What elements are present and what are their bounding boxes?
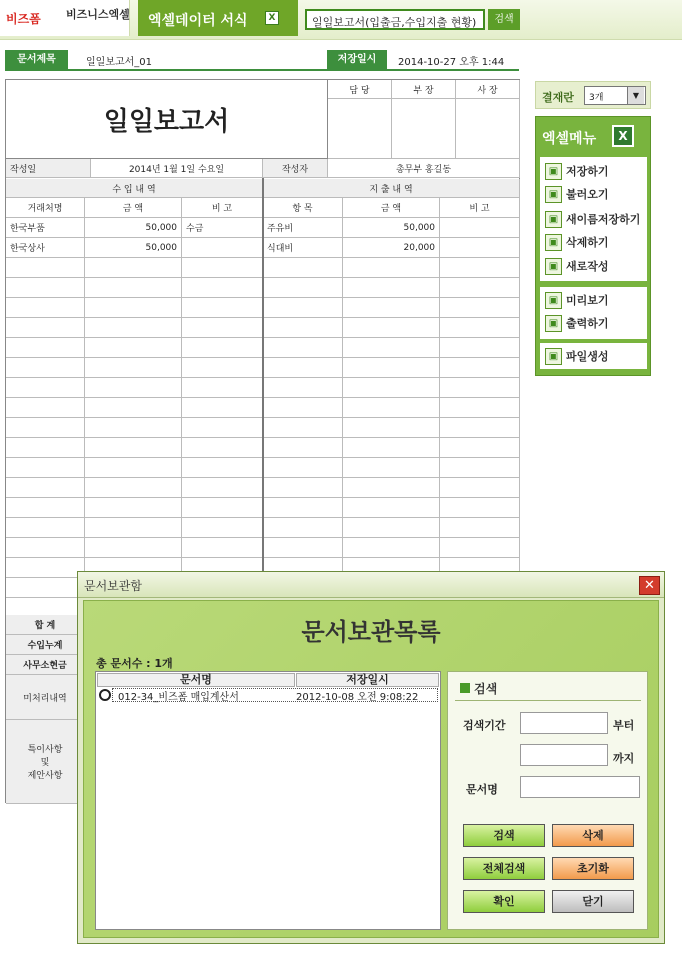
income-cell[interactable] — [85, 258, 182, 278]
income-cell[interactable] — [6, 518, 85, 538]
search-divider — [455, 700, 641, 701]
income-cell[interactable] — [85, 438, 182, 458]
excel-logo-icon: X — [612, 125, 634, 147]
menu-item-label: 미리보기 — [566, 294, 609, 307]
document-select[interactable]: 일일보고서(입출금,수입지출 현황) — [305, 9, 485, 30]
bizform-logo[interactable]: 비즈폼 — [6, 12, 41, 26]
expense-cell[interactable] — [343, 458, 440, 478]
income-cell[interactable] — [6, 278, 85, 298]
expense-cell[interactable] — [440, 258, 520, 278]
chevron-down-icon[interactable]: ▼ — [627, 87, 644, 104]
income-col-header: 금 액 — [85, 198, 182, 218]
menu-item-icon: ▣ — [545, 163, 562, 180]
expense-cell[interactable] — [440, 438, 520, 458]
income-cell[interactable] — [182, 358, 263, 378]
expense-cell[interactable] — [263, 398, 343, 418]
expense-cell[interactable] — [263, 338, 343, 358]
expense-cell[interactable]: 식대비 — [263, 238, 343, 258]
approval-signature-box[interactable] — [328, 99, 392, 159]
menu-item[interactable] — [545, 161, 645, 181]
top-search-button[interactable]: 검색 — [488, 9, 520, 30]
income-cell[interactable]: 한국부품 — [6, 218, 85, 238]
income-cell[interactable] — [182, 438, 263, 458]
search-button[interactable]: 검색 — [463, 824, 545, 847]
approval-signature-box[interactable] — [392, 99, 456, 159]
doc-title-value: 일일보고서_01 — [86, 57, 153, 68]
writer-label: 작성자 — [263, 159, 328, 178]
doc-title-label: 문서제목 — [5, 50, 68, 69]
approval-select[interactable]: 3개 — [584, 86, 646, 105]
expense-cell[interactable] — [440, 478, 520, 498]
approval-label: 결재란 — [542, 91, 574, 104]
income-cell[interactable]: 수금 — [182, 218, 263, 238]
expense-cell[interactable] — [263, 478, 343, 498]
archive-heading: 문서보관목록 — [301, 618, 441, 646]
income-cell[interactable] — [6, 478, 85, 498]
income-cell[interactable] — [85, 518, 182, 538]
expense-cell[interactable] — [343, 498, 440, 518]
expense-cell[interactable] — [263, 358, 343, 378]
income-col-header: 비 고 — [182, 198, 263, 218]
expense-cell[interactable] — [263, 518, 343, 538]
footer-label: 미처리내역 — [6, 675, 85, 720]
expense-cell[interactable] — [440, 218, 520, 238]
income-cell[interactable] — [6, 438, 85, 458]
ok-button[interactable]: 확인 — [463, 890, 545, 913]
expense-cell[interactable] — [343, 418, 440, 438]
income-cell[interactable] — [182, 378, 263, 398]
income-cell[interactable] — [182, 498, 263, 518]
income-cell[interactable] — [85, 278, 182, 298]
income-cell[interactable] — [85, 298, 182, 318]
writer-value[interactable]: 총무부 홍길동 — [328, 159, 520, 178]
dialog-title: 문서보관함 — [84, 579, 142, 593]
menu-item-icon: ▣ — [545, 258, 562, 275]
save-date-label: 저장일시 — [327, 50, 387, 69]
column-divider — [262, 178, 264, 618]
row-radio[interactable] — [99, 689, 111, 701]
period-start-input[interactable] — [520, 712, 608, 734]
docname-label: 문서명 — [466, 783, 498, 796]
search-bullet-icon — [460, 683, 470, 693]
income-cell[interactable] — [85, 358, 182, 378]
expense-cell[interactable] — [343, 438, 440, 458]
expense-cell[interactable] — [263, 498, 343, 518]
close-button[interactable]: 닫기 — [552, 890, 634, 913]
income-cell[interactable] — [6, 458, 85, 478]
income-cell[interactable] — [6, 298, 85, 318]
expense-cell[interactable] — [263, 378, 343, 398]
period-end-input[interactable] — [520, 744, 608, 766]
menu-item[interactable] — [545, 313, 645, 333]
reset-button[interactable]: 초기화 — [552, 857, 634, 880]
expense-cell[interactable]: 50,000 — [343, 218, 440, 238]
close-icon[interactable]: ✕ — [639, 576, 660, 595]
income-cell[interactable] — [6, 538, 85, 558]
menu-item-icon: ▣ — [545, 348, 562, 365]
expense-cell[interactable] — [343, 398, 440, 418]
expense-cell[interactable] — [343, 518, 440, 538]
expense-col-header: 항 목 — [263, 198, 343, 218]
expense-cell[interactable] — [440, 498, 520, 518]
income-cell[interactable] — [6, 318, 85, 338]
income-cell[interactable] — [6, 338, 85, 358]
income-cell[interactable] — [182, 318, 263, 338]
expense-cell[interactable] — [440, 518, 520, 538]
app-title: 엑셀데이터 서식 — [138, 0, 298, 36]
income-cell[interactable] — [85, 498, 182, 518]
menu-item[interactable] — [545, 232, 645, 252]
expense-cell[interactable] — [263, 258, 343, 278]
income-cell[interactable] — [182, 398, 263, 418]
menu-item[interactable] — [545, 346, 645, 366]
footer-label: 특이사항 및 제안사항 — [6, 720, 85, 804]
report-title: 일일보고서 — [6, 80, 328, 159]
income-cell[interactable] — [182, 258, 263, 278]
expense-cell[interactable] — [440, 298, 520, 318]
footer-label: 수입누계 — [6, 635, 85, 655]
income-cell[interactable] — [85, 318, 182, 338]
income-cell[interactable] — [182, 278, 263, 298]
expense-cell[interactable] — [440, 378, 520, 398]
excel-icon: X — [265, 11, 279, 25]
approval-header: 사 장 — [456, 80, 520, 99]
document-list — [95, 671, 441, 930]
expense-cell[interactable] — [343, 278, 440, 298]
income-cell[interactable] — [182, 338, 263, 358]
approval-signature-box[interactable] — [456, 99, 520, 159]
menu-item-icon: ▣ — [545, 315, 562, 332]
income-col-header: 거래처명 — [6, 198, 85, 218]
expense-cell[interactable] — [343, 318, 440, 338]
income-cell[interactable] — [182, 458, 263, 478]
expense-cell[interactable] — [263, 438, 343, 458]
menu-item-icon: ▣ — [545, 186, 562, 203]
excel-menu-title: 엑셀메뉴 — [542, 131, 597, 147]
save-date-value: 2014-10-27 오후 1:44 — [398, 57, 505, 68]
income-title: 수 입 내 역 — [6, 179, 263, 198]
menu-item-icon: ▣ — [545, 234, 562, 251]
menu-item-label: 출력하기 — [566, 317, 609, 330]
total-count: 총 문서수 : 1개 — [96, 657, 173, 670]
menu-item-label: 파일생성 — [566, 350, 609, 363]
header-divider — [5, 69, 519, 71]
to-label: 까지 — [613, 752, 635, 765]
menu-item-label: 저장하기 — [566, 165, 609, 178]
list-item-name: 012-34_비즈폼 매입계산서 — [118, 692, 239, 703]
income-cell[interactable] — [85, 338, 182, 358]
expense-cell[interactable] — [440, 458, 520, 478]
menu-item[interactable] — [545, 256, 645, 276]
expense-cell[interactable] — [343, 338, 440, 358]
date-value[interactable]: 2014년 1월 1일 수요일 — [91, 159, 263, 178]
income-cell[interactable] — [182, 478, 263, 498]
income-cell[interactable] — [6, 258, 85, 278]
expense-cell[interactable] — [343, 358, 440, 378]
approval-header: 부 장 — [392, 80, 456, 99]
income-cell[interactable] — [85, 458, 182, 478]
expense-cell[interactable] — [263, 318, 343, 338]
income-cell[interactable] — [182, 238, 263, 258]
footer-label: 사무소현금 — [6, 655, 85, 675]
docname-input[interactable] — [520, 776, 640, 798]
expense-cell[interactable] — [263, 298, 343, 318]
income-cell[interactable] — [182, 518, 263, 538]
dialog-titlebar — [78, 572, 664, 598]
expense-col-header: 비 고 — [440, 198, 520, 218]
approval-header: 담 당 — [328, 80, 392, 99]
search-all-button[interactable]: 전체검색 — [463, 857, 545, 880]
income-cell[interactable] — [182, 418, 263, 438]
income-cell[interactable] — [6, 378, 85, 398]
income-cell[interactable] — [182, 538, 263, 558]
expense-cell[interactable] — [263, 418, 343, 438]
menu-item[interactable] — [545, 209, 645, 229]
income-cell[interactable] — [85, 398, 182, 418]
income-cell[interactable] — [182, 298, 263, 318]
expense-cell[interactable] — [343, 478, 440, 498]
date-label: 작성일 — [6, 159, 91, 178]
expense-cell[interactable] — [343, 538, 440, 558]
income-cell[interactable] — [85, 478, 182, 498]
income-cell[interactable] — [6, 498, 85, 518]
expense-cell[interactable] — [263, 278, 343, 298]
expense-cell[interactable] — [343, 378, 440, 398]
expense-cell[interactable] — [440, 338, 520, 358]
business-excel-logo[interactable]: 비즈니스엑셀 — [66, 8, 130, 21]
income-cell[interactable] — [6, 418, 85, 438]
income-cell[interactable] — [85, 538, 182, 558]
income-cell[interactable]: 50,000 — [85, 218, 182, 238]
delete-button[interactable]: 삭제 — [552, 824, 634, 847]
income-cell[interactable] — [85, 378, 182, 398]
expense-cell[interactable] — [440, 238, 520, 258]
list-item-date: 2012-10-08 오전 9:08:22 — [296, 692, 419, 703]
income-cell[interactable] — [6, 558, 85, 578]
list-header-date[interactable]: 저장일시 — [296, 673, 439, 687]
menu-item[interactable] — [545, 290, 645, 310]
menu-item-label: 삭제하기 — [566, 236, 609, 249]
menu-item-label: 새로작성 — [566, 260, 609, 273]
expense-cell[interactable] — [440, 398, 520, 418]
income-cell[interactable] — [6, 358, 85, 378]
income-cell[interactable] — [6, 398, 85, 418]
expense-title: 지 출 내 역 — [263, 179, 520, 198]
footer-label: 합 계 — [6, 615, 85, 635]
menu-item-icon: ▣ — [545, 211, 562, 228]
menu-item-label: 불러오기 — [566, 188, 609, 201]
expense-cell[interactable] — [343, 298, 440, 318]
expense-cell[interactable]: 20,000 — [343, 238, 440, 258]
expense-cell[interactable] — [440, 358, 520, 378]
income-cell[interactable] — [6, 578, 85, 598]
list-header-name[interactable]: 문서명 — [97, 673, 295, 687]
expense-col-header: 금 액 — [343, 198, 440, 218]
period-label: 검색기간 — [463, 719, 506, 732]
income-cell[interactable]: 50,000 — [85, 238, 182, 258]
menu-item[interactable] — [545, 184, 645, 204]
income-cell[interactable] — [85, 418, 182, 438]
menu-item-label: 새이름저장하기 — [566, 213, 641, 226]
from-label: 부터 — [613, 719, 635, 732]
expense-cell[interactable] — [343, 258, 440, 278]
expense-cell[interactable] — [440, 418, 520, 438]
expense-cell[interactable] — [440, 278, 520, 298]
search-panel-title: 검색 — [474, 682, 498, 696]
income-cell[interactable]: 한국상사 — [6, 238, 85, 258]
expense-cell[interactable] — [440, 538, 520, 558]
expense-cell[interactable] — [440, 318, 520, 338]
expense-cell[interactable]: 주유비 — [263, 218, 343, 238]
menu-item-icon: ▣ — [545, 292, 562, 309]
expense-cell[interactable] — [263, 458, 343, 478]
expense-cell[interactable] — [263, 538, 343, 558]
